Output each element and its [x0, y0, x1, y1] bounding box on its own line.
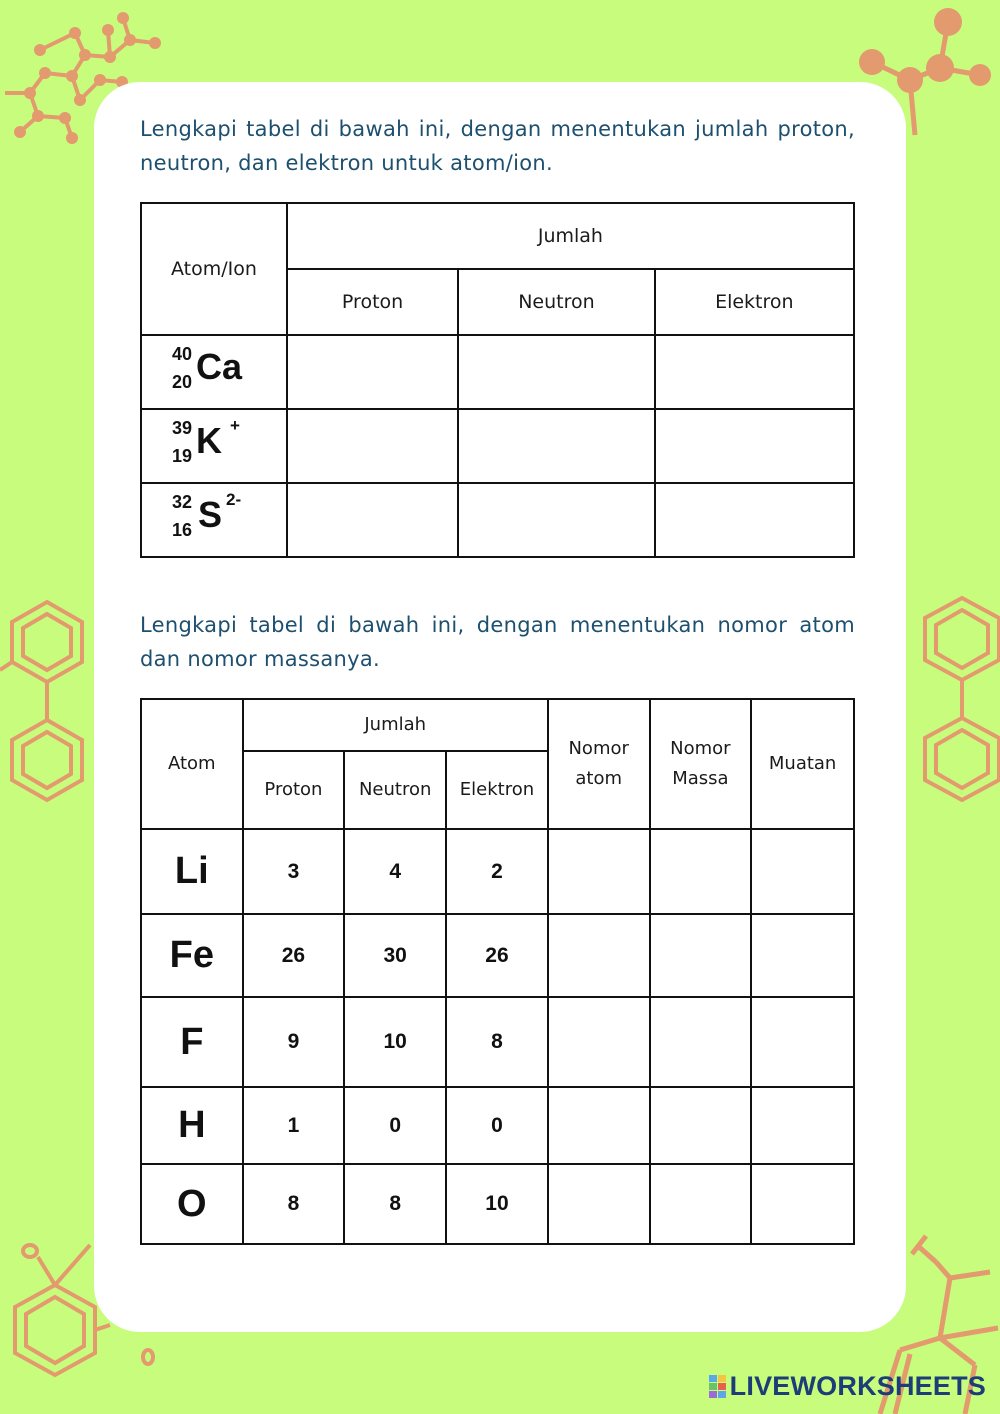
elektron-answer-cell[interactable] — [655, 335, 854, 409]
header-elektron: Elektron — [446, 751, 548, 829]
neutron-answer-cell[interactable] — [458, 335, 654, 409]
atomic-number: 19 — [172, 446, 193, 466]
table-row — [141, 1164, 854, 1244]
atom-number-table — [140, 698, 855, 1245]
elektron-value: 8 — [446, 997, 548, 1087]
nomor-atom-answer-cell[interactable] — [548, 829, 650, 914]
header-neutron: Neutron — [344, 751, 446, 829]
nuclide-cell — [141, 335, 287, 409]
proton-answer-cell[interactable] — [287, 335, 458, 409]
ion-charge: + — [230, 416, 240, 435]
header-atom-ion: Atom/Ion — [141, 203, 287, 335]
neutron-value: 30 — [344, 914, 446, 997]
elektron-value: 0 — [446, 1087, 548, 1164]
nuclide-cell — [141, 409, 287, 483]
proton-answer-cell[interactable] — [287, 483, 458, 557]
elektron-answer-cell[interactable] — [655, 409, 854, 483]
muatan-answer-cell[interactable] — [751, 829, 854, 914]
table-row — [141, 409, 854, 483]
header-atom: Atom — [141, 699, 243, 829]
element-symbol: K — [196, 420, 222, 461]
atomic-number: 16 — [172, 520, 193, 540]
nomor-atom-answer-cell[interactable] — [548, 997, 650, 1087]
header-nomor-massa: Nomor Massa — [650, 699, 752, 829]
liveworksheets-icon — [709, 1375, 727, 1399]
neutron-value: 4 — [344, 829, 446, 914]
proton-answer-cell[interactable] — [287, 409, 458, 483]
element-symbol: O — [141, 1164, 243, 1244]
muatan-answer-cell[interactable] — [751, 1087, 854, 1164]
proton-value: 8 — [243, 1164, 345, 1244]
mass-number: 39 — [172, 418, 193, 438]
header-jumlah: Jumlah — [287, 203, 854, 269]
elektron-value: 26 — [446, 914, 548, 997]
neutron-value: 10 — [344, 997, 446, 1087]
table-row — [141, 483, 854, 557]
nomor-atom-answer-cell[interactable] — [548, 1164, 650, 1244]
benzene-decoration-right — [915, 590, 1000, 830]
nomor-massa-answer-cell[interactable] — [650, 1087, 752, 1164]
proton-value: 3 — [243, 829, 345, 914]
nuclide-symbol — [142, 486, 262, 550]
element-symbol: Fe — [141, 914, 243, 997]
elektron-value: 10 — [446, 1164, 548, 1244]
instruction-text-2: Lengkapi tabel di bawah ini, dengan menentukan nomor atom dan nomor massanya. — [140, 613, 855, 671]
muatan-answer-cell[interactable] — [751, 1164, 854, 1244]
nuclide-cell — [141, 483, 287, 557]
element-symbol: S — [198, 494, 223, 535]
nomor-atom-answer-cell[interactable] — [548, 914, 650, 997]
ion-charge: 2- — [226, 490, 242, 509]
nomor-massa-answer-cell[interactable] — [650, 914, 752, 997]
mass-number: 32 — [172, 492, 193, 512]
atomic-number: 20 — [172, 372, 193, 392]
muatan-answer-cell[interactable] — [751, 914, 854, 997]
table-row — [141, 1087, 854, 1164]
muatan-answer-cell[interactable] — [751, 997, 854, 1087]
elektron-answer-cell[interactable] — [655, 483, 854, 557]
header-neutron: Neutron — [458, 269, 654, 335]
mass-number: 40 — [172, 344, 193, 364]
nomor-massa-answer-cell[interactable] — [650, 1164, 752, 1244]
header-jumlah: Jumlah — [243, 699, 548, 751]
nuclide-symbol — [142, 338, 262, 402]
proton-value: 9 — [243, 997, 345, 1087]
element-symbol: Ca — [196, 346, 243, 387]
neutron-value: 0 — [344, 1087, 446, 1164]
element-symbol: H — [141, 1087, 243, 1164]
neutron-answer-cell[interactable] — [458, 409, 654, 483]
table-row — [141, 335, 854, 409]
table-row — [141, 997, 854, 1087]
element-symbol: Li — [141, 829, 243, 914]
header-proton: Proton — [243, 751, 345, 829]
table-row — [141, 914, 854, 997]
header-muatan: Muatan — [751, 699, 854, 829]
nomor-atom-answer-cell[interactable] — [548, 1087, 650, 1164]
nomor-massa-answer-cell[interactable] — [650, 997, 752, 1087]
instruction-text-1: Lengkapi tabel di bawah ini, dengan menentukan jumlah proton, neutron, dan elektron untuk atom/ion. — [140, 117, 855, 175]
element-symbol: F — [141, 997, 243, 1087]
header-elektron: Elektron — [655, 269, 854, 335]
liveworksheets-logo[interactable] — [709, 1371, 986, 1402]
table-row — [141, 829, 854, 914]
neutron-value: 8 — [344, 1164, 446, 1244]
header-proton: Proton — [287, 269, 458, 335]
elektron-value: 2 — [446, 829, 548, 914]
proton-value: 26 — [243, 914, 345, 997]
proton-value: 1 — [243, 1087, 345, 1164]
nuclide-symbol — [142, 412, 262, 476]
header-nomor-atom: Nomor atom — [548, 699, 650, 829]
neutron-answer-cell[interactable] — [458, 483, 654, 557]
liveworksheets-text: LIVEWORKSHEETS — [729, 1371, 986, 1401]
benzene-decoration-left — [0, 590, 100, 830]
nomor-massa-answer-cell[interactable] — [650, 829, 752, 914]
atom-ion-table — [140, 202, 855, 558]
